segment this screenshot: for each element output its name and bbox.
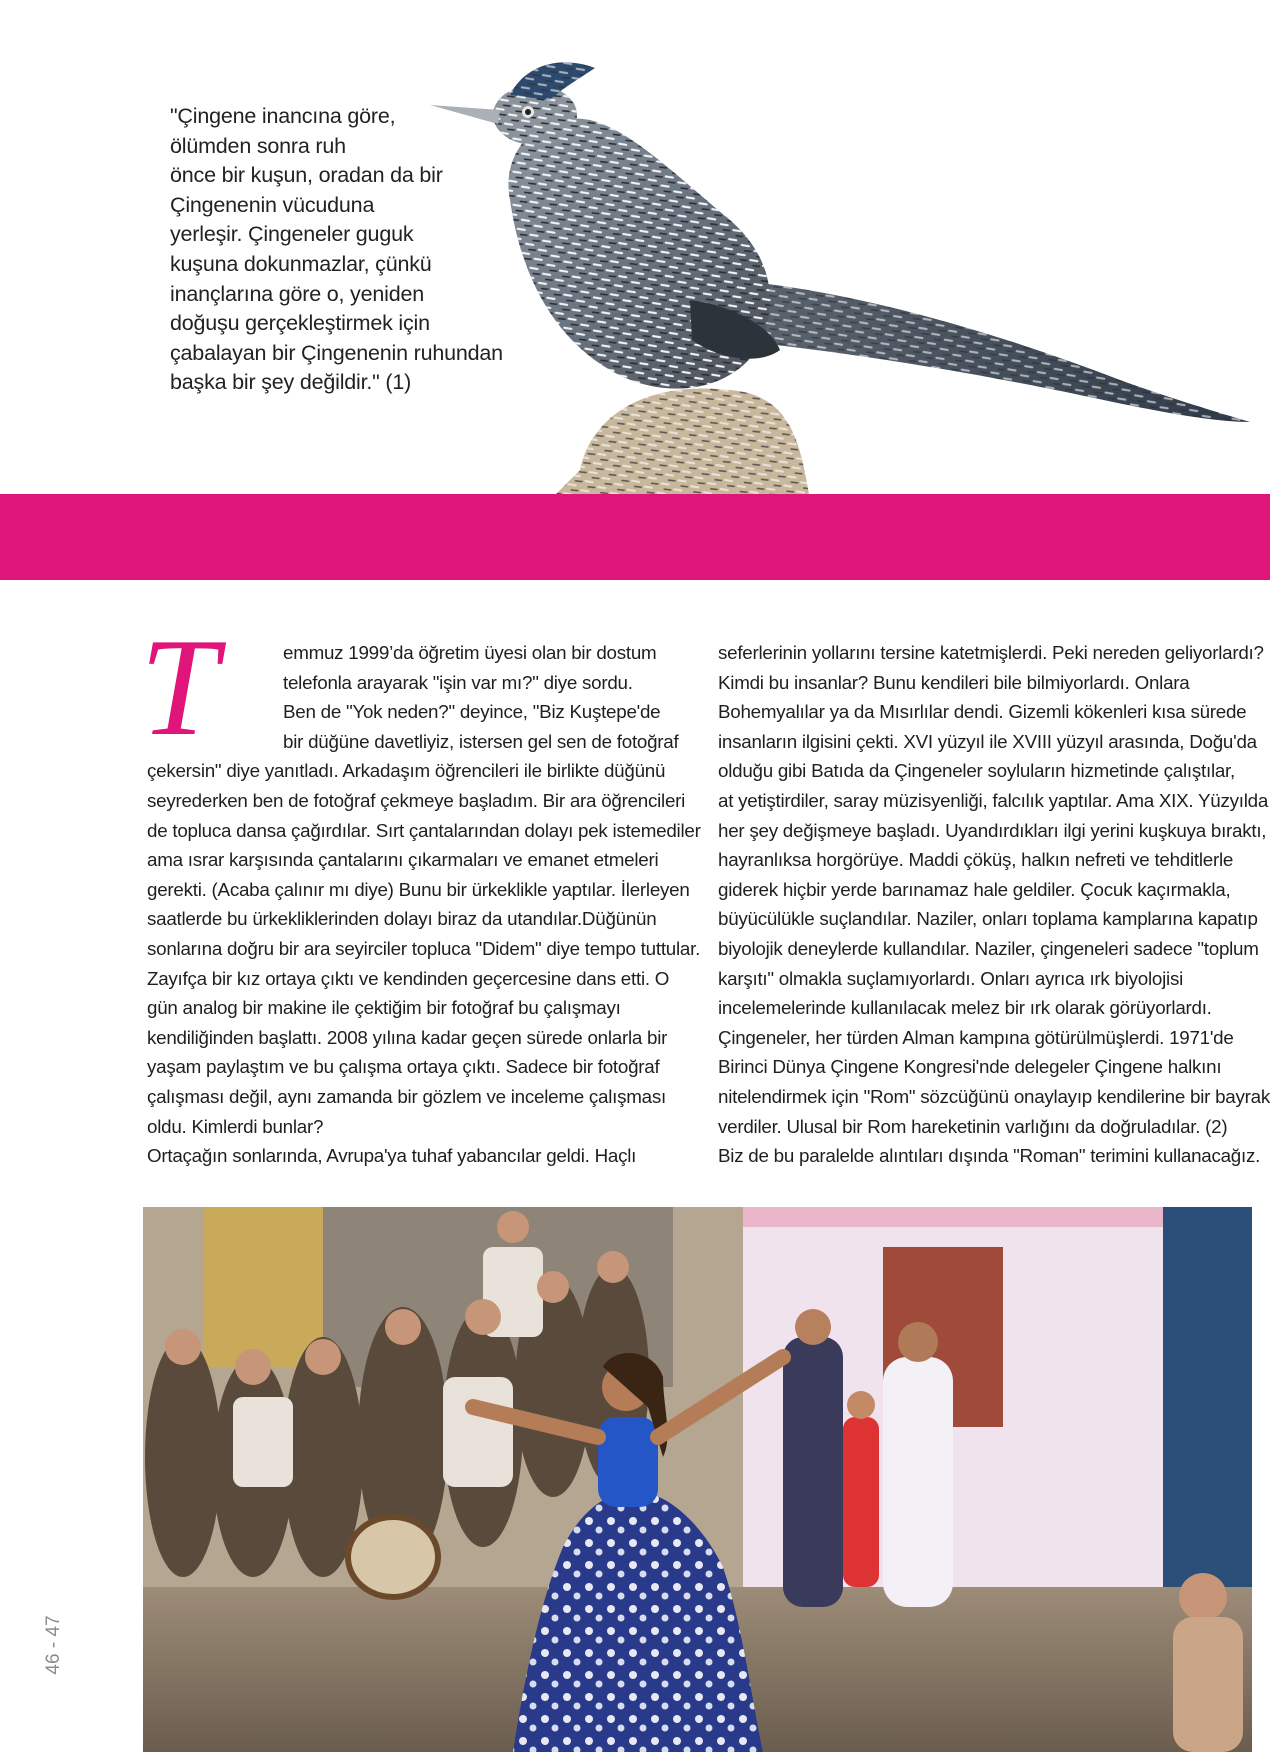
text-line: ama ısrar karşısında çantalarını çıkarmaları ve emanet etmeleri [147,849,659,871]
article-column-2 [718,638,1270,1171]
quote-line: Çingenenin vücuduna [170,192,375,217]
quote-line: çabalayan bir Çingenenin ruhundan [170,340,503,365]
quote-line: ölümden sonra ruh [170,133,346,158]
text-line: nitelendirmek için "Rom" sözcüğünü onaylayıp kendilerine bir bayrak [718,1085,1270,1107]
quote-line: "Çingene inancına göre, [170,104,396,128]
text-line: oldu. Kimlerdi bunlar? [147,1115,324,1137]
text-line: Birinci Dünya Çingene Kongresi'nde delegeler Çingene halkını [718,1056,1222,1078]
text-line: Biz de bu paralelde alıntıları dışında "Roman" terimini kullanacağız. [718,1145,1261,1167]
quote-line: önce bir kuşun, oradan da bir [170,163,443,188]
article-column-1 [147,638,701,1171]
quote-line: doğuşu gerçekleştirmek için [170,311,430,336]
text-line: büyücülükle suçlandılar. Naziler, onları toplama kamplarına kapatıp [718,908,1258,930]
text-line: bir düğüne davetliyiz, istersen gel sen de fotoğraf [283,730,679,752]
text-line: Zayıfça bir kız ortaya çıktı ve kendinden geçercesine dans etti. O [147,967,670,989]
text-line: Bohemyalılar ya da Mısırlılar dendi. Gizemli kökenleri kısa sürede [718,701,1247,723]
text-line: hayranlıksa horgörüye. Maddi çöküş, halkın nefreti ve tehditlerle [718,849,1234,871]
text-line: telefonla arayarak "işin var mı?" diye sordu. [283,671,633,693]
text-line: kendiliğinden başlattı. 2008 yılına kadar geçen sürede onlarla bir [147,1026,668,1048]
text-line: her şey değişmeye başladı. Uyandırdıkları ilgi yerini kuşkuya bıraktı, [718,819,1267,841]
quote-line: kuşuna dokunmazlar, çünkü [170,251,432,276]
quote-line: yerleşir. Çingeneler guguk [170,222,414,247]
text-line: gün analog bir makine ile çektiğim bir fotoğraf bu çalışmayı [147,997,621,1019]
dropcap-glyph: T [140,630,218,748]
roadrunner-bird-image [430,50,1260,500]
text-line: giderek hiçbir yerde barınamaz hale geldiler. Çocuk kaçırmakla, [718,878,1231,900]
text-line: Ben de "Yok neden?" deyince, "Biz Kuştepe'de [283,701,661,723]
text-line: at yetiştirdiler, saray müzisyenliği, falcılık yaptılar. Ama XIX. Yüzyılda [718,789,1269,811]
text-line: de topluca dansa çağırdılar. Sırt çantalarından dolayı pek istemediler [147,819,701,841]
text-line: çekersin" diye yanıtladı. Arkadaşım öğrencileri ile birlikte düğünü [147,760,666,782]
text-line: verdiler. Ulusal bir Rom hareketinin varlığını da doğruladılar. (2) [718,1115,1228,1137]
text-line: çalışması değil, aynı zamanda bir gözlem ve inceleme çalışması [147,1085,666,1107]
text-line: Kimdi bu insanlar? Bunu kendileri bile bilmiyorlardı. Onlara [718,671,1190,693]
quote-line: başka bir şey değildir." (1) [170,370,412,395]
wedding-dance-photo [143,1207,1252,1752]
text-line: yaşam paylaştım ve bu çalışma ortaya çıktı. Sadece bir fotoğraf [147,1056,660,1078]
magenta-band [0,494,1270,580]
page-number: 46 - 47 [43,1615,64,1675]
text-line: Ortaçağın sonlarında, Avrupa'ya tuhaf yabancılar geldi. Haçlı [147,1145,637,1167]
text-line: emmuz 1999’da öğretim üyesi olan bir dostum [283,642,657,663]
photo-illustration [143,1207,1252,1752]
quote-line: inançlarına göre o, yeniden [170,281,424,306]
text-line: Çingeneler, her türden Alman kampına götürülmüşlerdi. 1971'de [718,1026,1234,1048]
text-line: sonlarına doğru bir ara seyirciler topluca "Didem" diye tempo tuttular. [147,937,701,959]
text-line: seyrederken ben de fotoğraf çekmeye başladım. Bir ara öğrencileri [147,789,686,811]
text-line: saatlerde bu ürkekliklerinden dolayı biraz da utandılar.Düğünün [147,908,657,930]
text-line: karşıtı" olmakla suçlamıyorlardı. Onları ayrıca ırk biyolojisi [718,967,1184,989]
text-line: gerekti. (Acaba çalınır mı diye) Bunu bir ürkeklikle yaptılar. İlerleyen [147,878,690,900]
text-line: seferlerinin yollarını tersine katetmişlerdi. Peki nereden geliyorlardı? [718,642,1264,663]
text-line: olduğu gibi Batıda da Çingeneler soyluların hizmetinde çalıştılar, [718,760,1235,782]
text-line: incelemelerinde kullanılacak melez bir ırk olarak görüyorlardı. [718,997,1212,1019]
text-line: biyolojik deneylerde kullandılar. Naziler, çingeneleri sadece "toplum [718,937,1259,959]
text-line: insanların ilgisini çekti. XVI yüzyıl ile XVIII yüzyıl arasında, Doğu'da [718,730,1257,752]
